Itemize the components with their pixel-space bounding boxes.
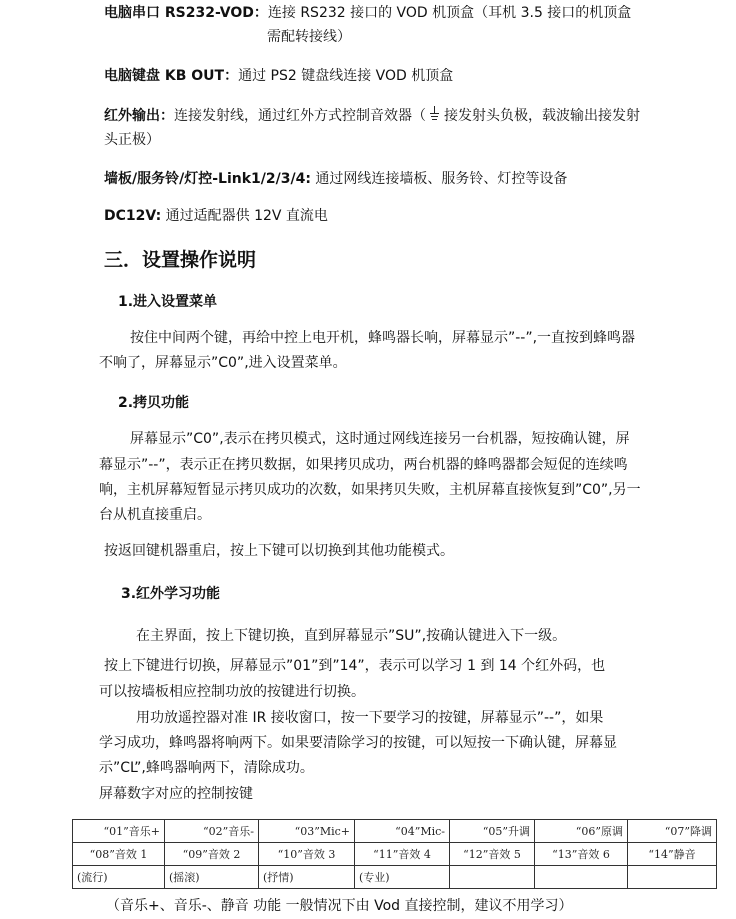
- s3-line3: 可以按墙板相应控制功放的按键进行切换。: [99, 684, 365, 700]
- table-row: [73, 866, 717, 889]
- ir-text-a: 连接发射线，通过红外方式控制音效器（: [174, 108, 426, 124]
- s2-line3: 响，主机屏幕短暂显示拷贝成功的次数，如果拷贝失败，主机屏幕直接恢复到”C0”,另一: [99, 482, 641, 498]
- s3-line6: 示”CL”,蜂鸣器响两下，清除成功。: [99, 760, 314, 776]
- ground-symbol-icon: [428, 106, 442, 122]
- ir-line: [104, 106, 640, 126]
- table-cell: “12”音效 5: [450, 843, 535, 866]
- s3-line7: 屏幕数字对应的控制按键: [99, 786, 253, 802]
- table-cell: [450, 866, 535, 889]
- s3-line2: 按上下键进行切换，屏幕显示”01”到”14”，表示可以学习 1 到 14 个红外码，也: [104, 658, 606, 674]
- table-row: [73, 820, 717, 843]
- table-cell: “01”音乐+: [73, 820, 165, 843]
- rs232-line: [104, 3, 631, 23]
- table-cell: [628, 866, 717, 889]
- table-cell: (专业): [355, 866, 450, 889]
- table-note: （音乐+、音乐-、静音 功能 一般情况下由 Vod 直接控制，建议不用学习）: [106, 898, 573, 914]
- section-title: 三．设置操作说明: [104, 249, 257, 271]
- ir-text-b: 接发射头负极，载波输出接发射: [444, 108, 640, 124]
- ir-label: 红外输出：: [104, 108, 174, 124]
- table-cell: “07”降调: [628, 820, 717, 843]
- s3-line4: 用功放遥控器对准 IR 接收窗口，按一下要学习的按键，屏幕显示”--”，如果: [136, 710, 604, 726]
- table-cell: (抒情): [259, 866, 355, 889]
- table-cell: “03”Mic+: [259, 820, 355, 843]
- rs232-text: 连接 RS232 接口的 VOD 机顶盒（耳机 3.5 接口的机顶盒: [267, 5, 632, 21]
- s2-line1: 屏幕显示”C0”,表示在拷贝模式，这时通过网线连接另一台机器，短按确认键，屏: [130, 431, 630, 447]
- table-cell: “05”升调: [450, 820, 535, 843]
- kb-label: 电脑键盘 KB OUT：: [104, 68, 239, 84]
- kb-text: 通过 PS2 键盘线连接 VOD 机顶盒: [238, 68, 454, 84]
- ir-text-cont: 头正极）: [104, 132, 160, 148]
- s3-title: 3.红外学习功能: [121, 586, 221, 602]
- key-mapping-table: [72, 819, 717, 889]
- table-cell: [535, 866, 628, 889]
- table-row: [73, 843, 717, 866]
- s1-line2: 不响了，屏幕显示”C0”,进入设置菜单。: [99, 355, 347, 371]
- link-line: [104, 169, 567, 189]
- s2-line5: 按返回键机器重启，按上下键可以切换到其他功能模式。: [104, 543, 454, 559]
- s2-line4: 台从机直接重启。: [99, 507, 211, 523]
- table-cell: “02”音乐-: [165, 820, 259, 843]
- kb-line: [104, 66, 453, 86]
- dc-text: 通过适配器供 12V 直流电: [165, 208, 328, 224]
- link-label: 墙板/服务铃/灯控-Link1/2/3/4:: [104, 171, 311, 187]
- link-text: 通过网线连接墙板、服务铃、灯控等设备: [315, 171, 568, 187]
- table-cell: (流行): [73, 866, 165, 889]
- rs232-label: 电脑串口 RS232-VOD：: [104, 5, 268, 21]
- s1-line1: 按住中间两个键，再给中控上电开机，蜂鸣器长响，屏幕显示”--”,一直按到蜂鸣器: [130, 330, 636, 346]
- table-cell: (摇滚): [165, 866, 259, 889]
- table-cell: “09”音效 2: [165, 843, 259, 866]
- dc-label: DC12V:: [104, 208, 162, 224]
- s3-line5: 学习成功，蜂鸣器将响两下。如果要清除学习的按键，可以短按一下确认键，屏幕显: [99, 735, 617, 751]
- table-cell: “14”静音: [628, 843, 717, 866]
- s3-line1: 在主界面，按上下键切换，直到屏幕显示”SU”,按确认键进入下一级。: [136, 628, 567, 644]
- s2-line2: 幕显示”--”，表示正在拷贝数据，如果拷贝成功，两台机器的蜂鸣器都会短促的连续鸣: [99, 457, 628, 473]
- table-cell: “11”音效 4: [355, 843, 450, 866]
- s2-title: 2.拷贝功能: [118, 395, 190, 411]
- table-cell: “13”音效 6: [535, 843, 628, 866]
- table-cell: “06”原调: [535, 820, 628, 843]
- table-cell: “08”音效 1: [73, 843, 165, 866]
- table-cell: “04”Mic-: [355, 820, 450, 843]
- s1-title: 1.进入设置菜单: [118, 294, 218, 310]
- table-cell: “10”音效 3: [259, 843, 355, 866]
- rs232-text-cont: 需配转接线）: [267, 29, 351, 45]
- dc-line: [104, 206, 328, 226]
